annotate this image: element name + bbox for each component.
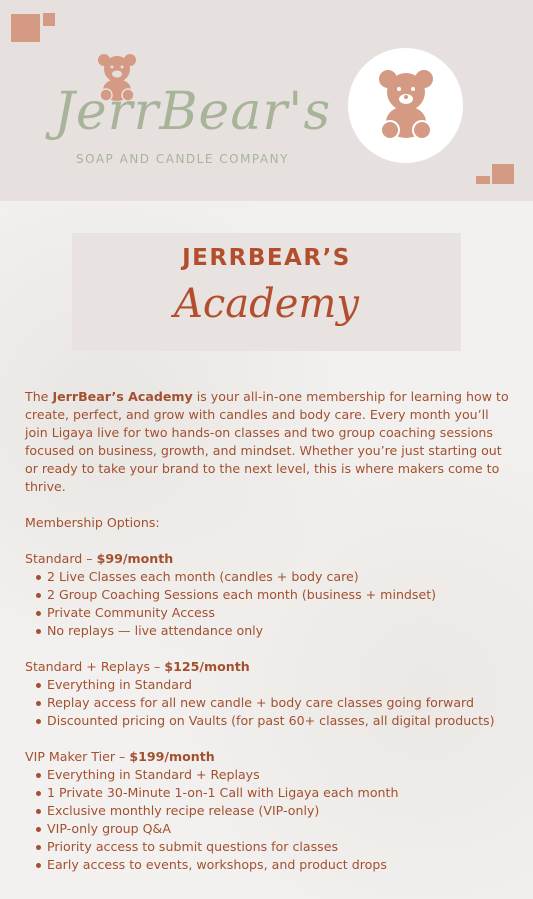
list-item: Replay access for all new candle + body care classes going forward bbox=[35, 694, 515, 712]
list-item: Discounted pricing on Vaults (for past 60+ classes, all digital products) bbox=[35, 712, 515, 730]
title-main: JERRBEAR’S bbox=[182, 245, 351, 271]
tier-items bbox=[25, 676, 515, 730]
tier-name: VIP Maker Tier – bbox=[25, 749, 130, 764]
tier-price: $99/month bbox=[96, 551, 174, 566]
title-box bbox=[72, 233, 461, 351]
list-item: No replays — live attendance only bbox=[35, 622, 515, 640]
list-item: 2 Group Coaching Sessions each month (business + mindset) bbox=[35, 586, 515, 604]
intro-bold: JerrBear’s Academy bbox=[52, 389, 193, 404]
tier-title bbox=[25, 550, 515, 568]
decor-square bbox=[492, 164, 514, 184]
list-item: Priority access to submit questions for classes bbox=[35, 838, 515, 856]
list-item: 1 Private 30-Minute 1-on-1 Call with Ligaya each month bbox=[35, 784, 515, 802]
list-item: Private Community Access bbox=[35, 604, 515, 622]
membership-heading: Membership Options: bbox=[25, 515, 160, 530]
list-item: 2 Live Classes each month (candles + body care) bbox=[35, 568, 515, 586]
brand-subtitle: SOAP AND CANDLE COMPANY bbox=[76, 152, 289, 166]
bear-icon bbox=[376, 68, 436, 140]
tier-name: Standard – bbox=[25, 551, 97, 566]
tier-standard-replays bbox=[25, 658, 515, 730]
tier-vip bbox=[25, 748, 515, 874]
brand-name: JerrBear's bbox=[54, 82, 332, 142]
tier-items bbox=[25, 766, 515, 874]
tier-standard bbox=[25, 550, 515, 640]
content bbox=[25, 388, 515, 874]
bear-badge bbox=[348, 48, 463, 163]
intro-after: is your all-in-one membership for learning how to create, perfect, and grow with candles and body care. Every month you’ll join Ligaya live for two hands-on classes and two group coaching sessions focused on business, growth, and mindset. Whether you’re just starting out or ready to take your brand to the next level, this is where makers come to thrive. bbox=[25, 389, 509, 494]
tier-name: Standard + Replays – bbox=[25, 659, 165, 674]
list-item: VIP-only group Q&A bbox=[35, 820, 515, 838]
header-banner bbox=[0, 0, 533, 201]
intro-paragraph bbox=[25, 388, 515, 496]
list-item: Exclusive monthly recipe release (VIP-only) bbox=[35, 802, 515, 820]
tier-items bbox=[25, 568, 515, 640]
list-item: Everything in Standard + Replays bbox=[35, 766, 515, 784]
tier-title bbox=[25, 748, 515, 766]
list-item: Early access to events, workshops, and product drops bbox=[35, 856, 515, 874]
tier-price: $125/month bbox=[164, 659, 250, 674]
title-script: Academy bbox=[174, 281, 359, 327]
decor-square bbox=[43, 13, 55, 26]
tier-title bbox=[25, 658, 515, 676]
intro-before: The bbox=[25, 389, 53, 404]
tier-price: $199/month bbox=[129, 749, 215, 764]
decor-square bbox=[476, 176, 490, 184]
decor-square bbox=[11, 14, 40, 42]
list-item: Everything in Standard bbox=[35, 676, 515, 694]
